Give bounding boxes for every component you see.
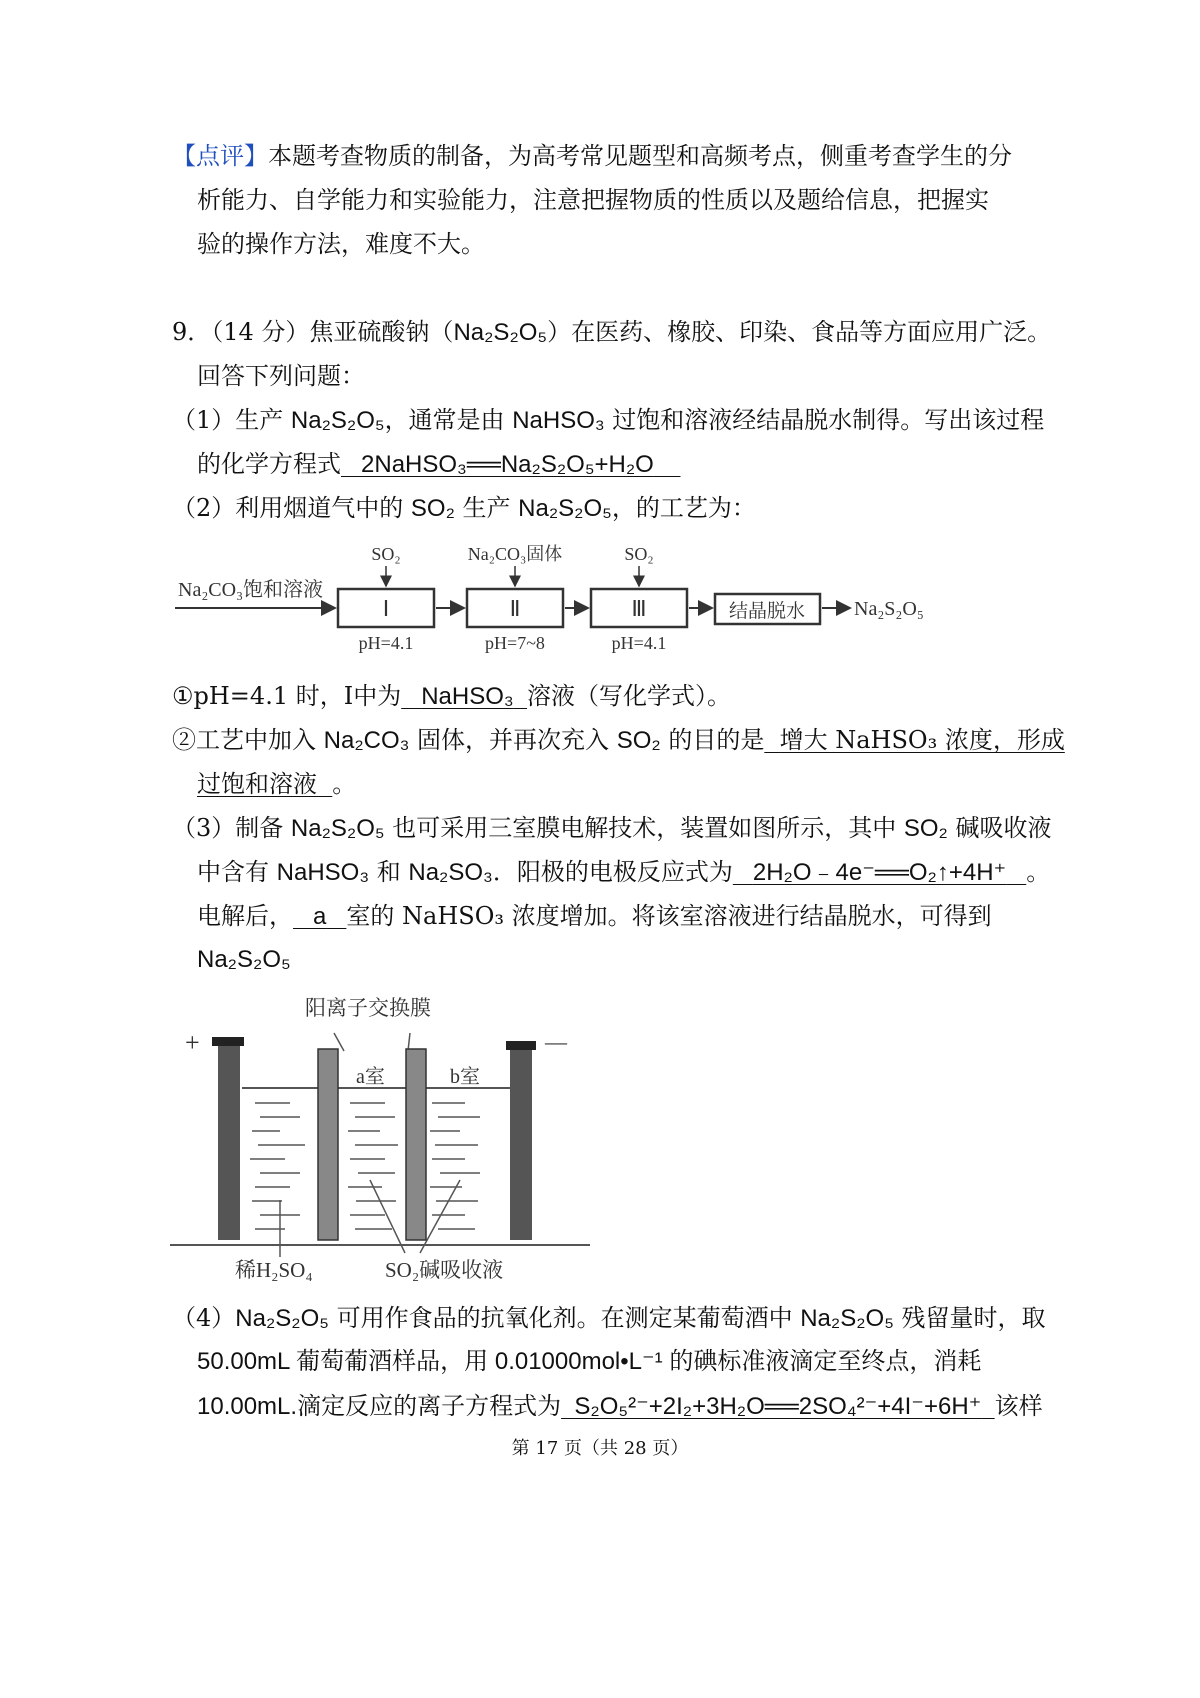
cathode-cap [506, 1041, 536, 1050]
text: 固体，并再次充入 [409, 726, 617, 754]
part3-answer-1: 2H₂O﹣4e⁻══O₂↑+4H⁺ [752, 859, 1007, 886]
text: 可用作食品的抗氧化剂。在测定某葡萄酒中 [328, 1304, 801, 1332]
part1-line-1 [172, 404, 1044, 437]
electrolysis-cell-diagram [160, 985, 600, 1294]
membrane-right [406, 1049, 426, 1240]
text: ②工艺中加入 [172, 726, 324, 754]
text: 的目的是 [660, 726, 765, 754]
part2-sub1 [172, 680, 731, 713]
flow-step-1-ph: pH=4.1 [358, 633, 414, 653]
part4-line-3 [197, 1390, 1043, 1423]
text: 10.00mL.滴定反应的离子方程式为 [197, 1393, 562, 1420]
q9-line-1 [172, 316, 1051, 349]
membrane-left [318, 1049, 338, 1240]
q9-line1-prefix: 9．（14 分）焦亚硫酸钠（ [172, 318, 454, 346]
flow-final-label: 结晶脱水 [728, 601, 806, 622]
formula: SO₂ [903, 815, 948, 842]
text: （1）生产 [172, 406, 291, 434]
room-b-label: b室 [450, 1066, 480, 1088]
anode-cap [212, 1037, 244, 1046]
part4-line-2: 50.00mL 葡萄葡酒样品，用 0.01000mol•L⁻¹ 的碘标准液滴定至终点，消耗 [197, 1348, 982, 1375]
sub1-answer: NaHSO₃ [421, 683, 514, 710]
review-line-1 [172, 140, 1012, 172]
text: 的化学方程式 [197, 450, 341, 478]
flow-step-1-label: Ⅰ [382, 596, 390, 621]
review-text-1: 本题考查物质的制备，为高考常见题型和高频考点，侧重考查学生的分 [268, 142, 1012, 170]
process-flow-diagram [170, 538, 950, 666]
part4-answer: S₂O₅²⁻+2I₂+3H₂O══2SO₄²⁻+4I⁻+6H⁺ [574, 1393, 982, 1420]
review-tag: 【点评】 [172, 142, 268, 170]
flow-step-2-input: Na₂CO₃固体 [467, 544, 563, 564]
text: （2）利用烟道气中的 [172, 494, 411, 522]
flow-step-3-input: SO₂ [624, 544, 654, 564]
formula: Na₂S₂O₅ [290, 815, 385, 842]
formula: Na₂CO₃ [323, 727, 410, 754]
text: 碱吸收液 [947, 814, 1052, 842]
formula: Na₂S₂O₅ [800, 1305, 894, 1332]
formula: NaHSO₃ [276, 859, 370, 886]
text: 溶液（写化学式）。 [527, 682, 732, 710]
formula: Na₂S₂O₅ [235, 1305, 329, 1332]
flow-step-3-label: Ⅲ [631, 596, 647, 621]
part3-line-1 [172, 812, 1051, 845]
cathode-electrode [510, 1047, 532, 1240]
part3-line-2 [197, 856, 1050, 889]
q9-line1-suffix: ）在医药、橡胶、印染、食品等方面应用广泛。 [547, 318, 1052, 346]
part2-line-1 [172, 492, 756, 525]
part4-line-1 [172, 1302, 1046, 1335]
text: （4） [172, 1304, 236, 1332]
review-line-3: 验的操作方法，难度不大。 [197, 230, 485, 258]
formula: Na₂S₂O₅ [290, 407, 385, 434]
text: （3）制备 [172, 814, 291, 842]
flow-step-3-ph: pH=4.1 [611, 633, 667, 653]
plus-sign: + [185, 1028, 200, 1057]
flow-step-2-label: Ⅱ [509, 596, 521, 621]
flow-step-1-input: SO₂ [371, 544, 401, 564]
formula: Na₂S₂O₅ [518, 495, 612, 522]
formula: Na₂SO₃ [408, 859, 493, 886]
text: 过饱和溶液经结晶脱水制得。写出该过程 [604, 406, 1045, 434]
text: ，通常是由 [384, 406, 513, 434]
text: 。 [1026, 858, 1051, 886]
part1-line-2 [197, 448, 681, 481]
left-solution-label: 稀H₂SO₄ [235, 1258, 313, 1282]
text: 该样 [994, 1392, 1043, 1420]
part3-line-4: Na₂S₂O₅ [197, 946, 291, 973]
sub2-answer-2: 过饱和溶液 [197, 770, 317, 798]
text: ．阳极的电极反应式为 [492, 858, 733, 886]
part3-line-3 [197, 900, 992, 933]
text: ，的工艺为： [611, 494, 756, 522]
q9-line-2: 回答下列问题： [197, 362, 365, 390]
flow-step-2-ph: pH=7~8 [485, 633, 545, 653]
page-footer: 第 17 页（共 28 页） [511, 1438, 689, 1459]
formula: NaHSO₃ [512, 407, 605, 434]
text: 室的 NaHSO₃ 浓度增加。将该室溶液进行结晶脱水，可得到 [346, 902, 992, 930]
formula: SO₂ [410, 495, 455, 522]
text: 。 [332, 770, 357, 798]
room-a-label: a室 [356, 1066, 385, 1088]
part3-answer-2: a [313, 903, 327, 930]
text: 中含有 [197, 858, 277, 886]
text: 电解后， [197, 902, 293, 930]
text: 也可采用三室膜电解技术，装置如图所示，其中 [384, 814, 904, 842]
text: 和 [369, 858, 409, 886]
formula: SO₂ [616, 727, 661, 754]
sub2-answer-1: 增大 NaHSO₃ 浓度，形成 [779, 726, 1065, 754]
part2-sub2-line-2 [197, 768, 356, 800]
text: ①pH=4.1 时，Ⅰ中为 [172, 682, 402, 710]
flow-input-label: Na₂CO₃饱和溶液 [178, 579, 324, 601]
formula: Na₂S₂O₅ [453, 319, 548, 346]
part1-answer: 2NaHSO₃══Na₂S₂O₅+H₂O [361, 451, 654, 478]
text: 生产 [454, 494, 519, 522]
part2-sub2-line-1 [172, 724, 1065, 757]
membrane-label: 阳离子交换膜 [305, 996, 431, 1020]
text: 残留量时，取 [893, 1304, 1046, 1332]
right-solution-label: SO₂碱吸收液 [385, 1258, 504, 1282]
review-line-2: 析能力、自学能力和实验能力，注意把握物质的性质以及题给信息，把握实 [197, 186, 989, 214]
minus-sign: — [545, 1029, 567, 1054]
flow-product: Na₂S₂O₅ [854, 598, 924, 620]
anode-electrode [218, 1043, 240, 1240]
